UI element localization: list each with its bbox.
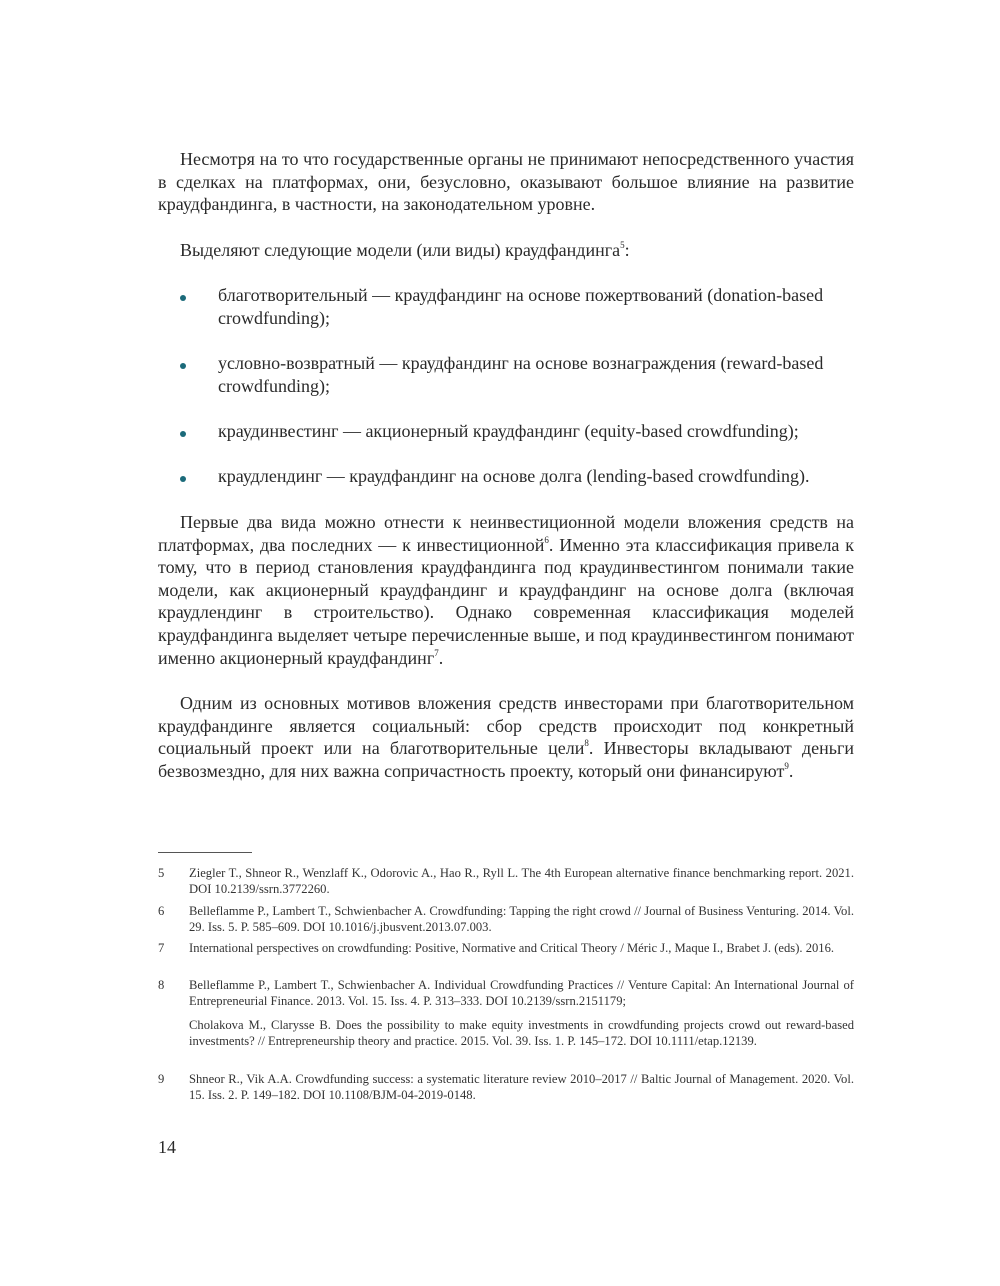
footnote-item — [158, 904, 854, 935]
footnote-text: International perspectives on crowdfunding: Positive, Normative and Critical Theory / Méric J., Maque I., Brabet J. (eds). 2016. — [189, 941, 835, 955]
footnote-ref-5[interactable]: 5 — [620, 240, 625, 250]
footnote-item — [158, 941, 854, 957]
paragraph-1-text: Несмотря на то что государственные органы не принимают непосредственного участия в сделках на платформах, они, безусловно, оказывают большое влияние на развитие краудфандинга, в частности, на законодательном уровне. — [158, 149, 854, 215]
footnote-text: Belleflamme P., Lambert T., Schwienbacher A. Crowdfunding: Tapping the right crowd // Journal of Business Venturing. 2014. Vol. 29. Iss. 5. P. 585–609. DOI 10.1016/j.jbusvent.2013.07.003. — [189, 904, 854, 934]
list-item: условно-возвратный — краудфандинг на основе вознаграждения (reward-based crowdfunding); — [218, 353, 824, 396]
paragraph-3-tail: . — [438, 647, 444, 668]
list-item: благотворительный — краудфандинг на основе пожертвований (donation-based crowdfunding); — [218, 285, 824, 328]
paragraph-4 — [158, 692, 854, 782]
paragraph-3-text-a: Первые два вида можно отнести к неинвестиционной модели вложения средств на платформах, два последних — к инвестиционной — [158, 512, 854, 555]
page-number: 14 — [158, 1137, 176, 1157]
paragraph-2-tail: : — [624, 240, 630, 260]
footnote-item — [158, 1072, 854, 1103]
footnote-ref-6[interactable]: 6 — [544, 534, 549, 545]
paragraph-2 — [158, 239, 854, 262]
paragraph-2-text: Выделяют следующие модели (или виды) краудфандинга — [180, 240, 621, 260]
footnote-number: 8 — [158, 978, 165, 992]
footnote-ref-8[interactable]: 8 — [584, 738, 589, 749]
paragraph-3-text-b: . Именно эта классификация привела к тому, что в период становления краудфандинга под краудинвестингом понимали такие модели, как акционерный краудфандинг и краудфандинг на основе долга (включая краудлендинг в строительство). Однако современная классификация моделей краудфандинга выделяет четыре перечисленные выше, и под краудинвестингом понимают именно акционерный краудфандинг — [158, 534, 854, 668]
footnote-text: Belleflamme P., Lambert T., Schwienbacher A. Individual Crowdfunding Practices // Venture Capital: An International Journal of Entrepreneurial Finance. 2013. Vol. 15. Iss. 4. P. 313–333. DOI 10.2139/ssrn.2151179; — [189, 978, 854, 1008]
bullet-dot — [180, 295, 186, 301]
footnote-text: Ziegler T., Shneor R., Wenzlaff K., Odorovic A., Hao R., Ryll L. The 4th European alternative finance benchmarking report. 2021. DOI 10.2139/ssrn.3772260. — [189, 866, 854, 896]
footnote-text: Cholakova M., Clarysse B. Does the possibility to make equity investments in crowdfunding projects crowd out reward-based investments? // Entrepreneurship theory and practice. 2015. Vol. 39. Iss. 1. P. 145–172. DOI 10.1111/etap.12139. — [189, 1018, 854, 1048]
paragraph-4-tail: . — [788, 760, 794, 781]
footnote-ref-9[interactable]: 9 — [784, 760, 789, 771]
footnote-item — [158, 1018, 854, 1049]
footnote-number: 5 — [158, 866, 165, 880]
footnote-item — [158, 978, 854, 1009]
footnote-number: 7 — [158, 941, 165, 955]
bullet-dot — [180, 476, 186, 482]
footnote-ref-7[interactable]: 7 — [434, 647, 439, 658]
paragraph-4-text-b: . Инвесторы вкладывают деньги безвозмездно, для них важна сопричастность проекту, который они финансируют — [158, 738, 854, 781]
footnote-item — [158, 866, 854, 897]
bullet-dot — [180, 431, 186, 437]
paragraph-1 — [158, 148, 854, 216]
footnote-number: 9 — [158, 1072, 165, 1086]
footnote-separator — [158, 852, 252, 853]
list-item: краудлендинг — краудфандинг на основе долга (lending-based crowdfunding). — [218, 466, 810, 486]
footnote-number: 6 — [158, 904, 165, 918]
paragraph-3 — [158, 511, 854, 669]
list-item: краудинвестинг — акционерный краудфандинг (equity-based crowdfunding); — [218, 421, 799, 441]
bullet-dot — [180, 363, 186, 369]
paragraph-4-text-a: Одним из основных мотивов вложения средств инвесторами при благотворительном краудфандинге является социальный: сбор средств происходит под конкретный социальный проект или на благотворительные цели — [158, 693, 854, 759]
footnote-text: Shneor R., Vik A.A. Crowdfunding success: a systematic literature review 2010–2017 // Baltic Journal of Management. 2020. Vol. 15. Iss. 2. P. 149–182. DOI 10.1108/BJM-04-2019-0148. — [189, 1072, 854, 1102]
